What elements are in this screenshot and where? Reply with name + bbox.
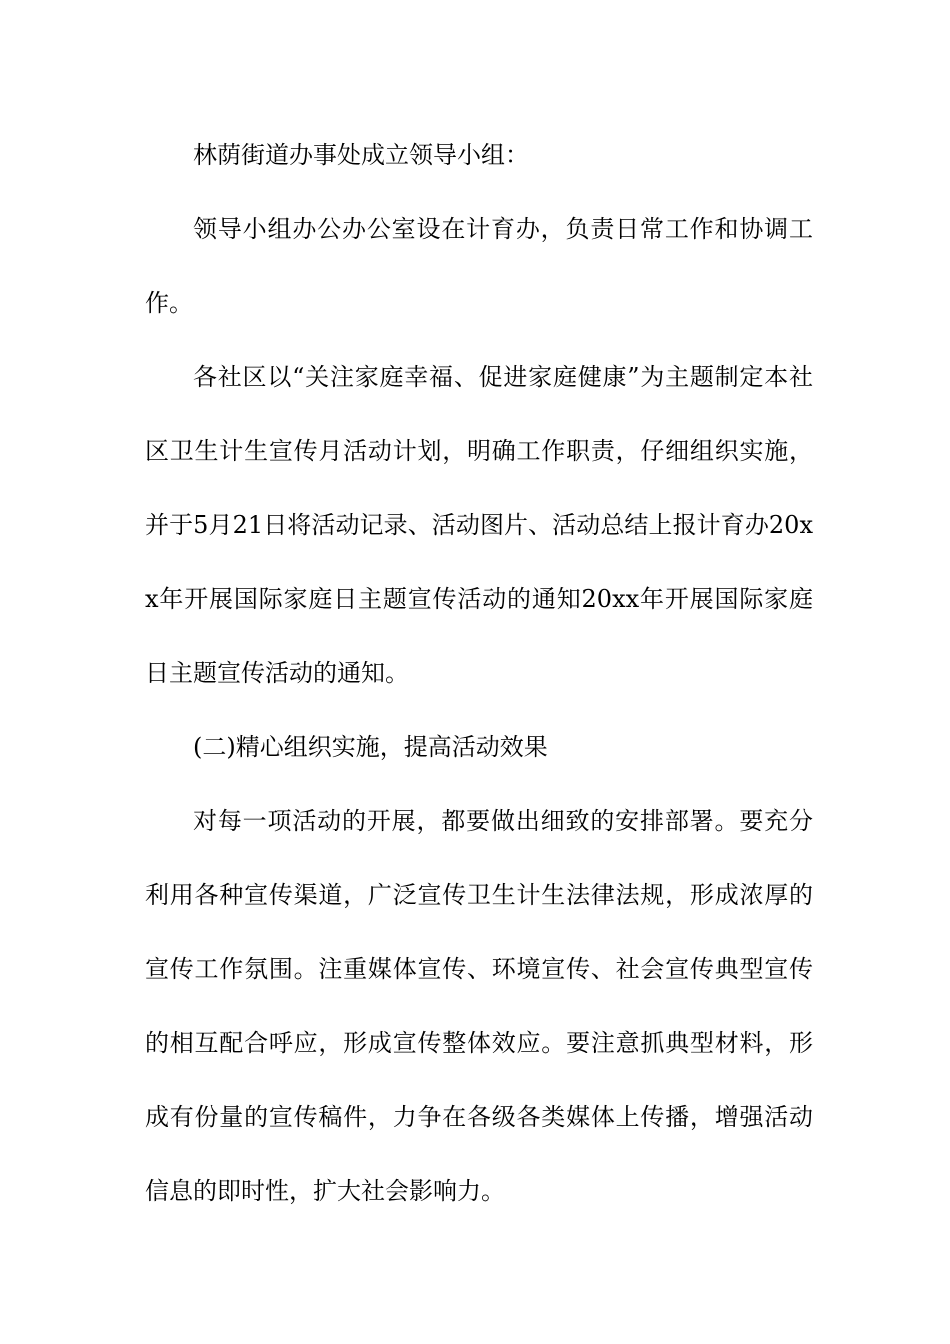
paragraph-implementation: 对每一项活动的开展，都要做出细致的安排部署。要充分利用各种宣传渠道，广泛宣传卫生计生法律法规，形成浓厚的宣传工作氛围。注重媒体宣传、环境宣传、社会宣传典型宣传的相互配合呼应，形成宣传整体效应。要注意抓典型材料，形成有份量的宣传稿件，力争在各级各类媒体上传播，增强活动信息的即时性，扩大社会影响力。 bbox=[145, 807, 813, 1205]
paragraph-office-location: 领导小组办公办公室设在计育办，负责日常工作和协调工作。 bbox=[145, 215, 813, 317]
section-heading: (二)精心组织实施，提高活动效果 bbox=[193, 733, 548, 761]
paragraph-leading-group: 林荫街道办事处成立领导小组： bbox=[193, 141, 529, 169]
paragraph-community-plan: 各社区以“关注家庭幸福、促进家庭健康”为主题制定本社区卫生计生宣传月活动计划，明确工作职责，仔细组织实施，并于5月21日将活动记录、活动图片、活动总结上报计育办20xx年开展国际家庭日主题宣传活动的通知20xx年开展国际家庭日主题宣传活动的通知。 bbox=[145, 363, 813, 687]
